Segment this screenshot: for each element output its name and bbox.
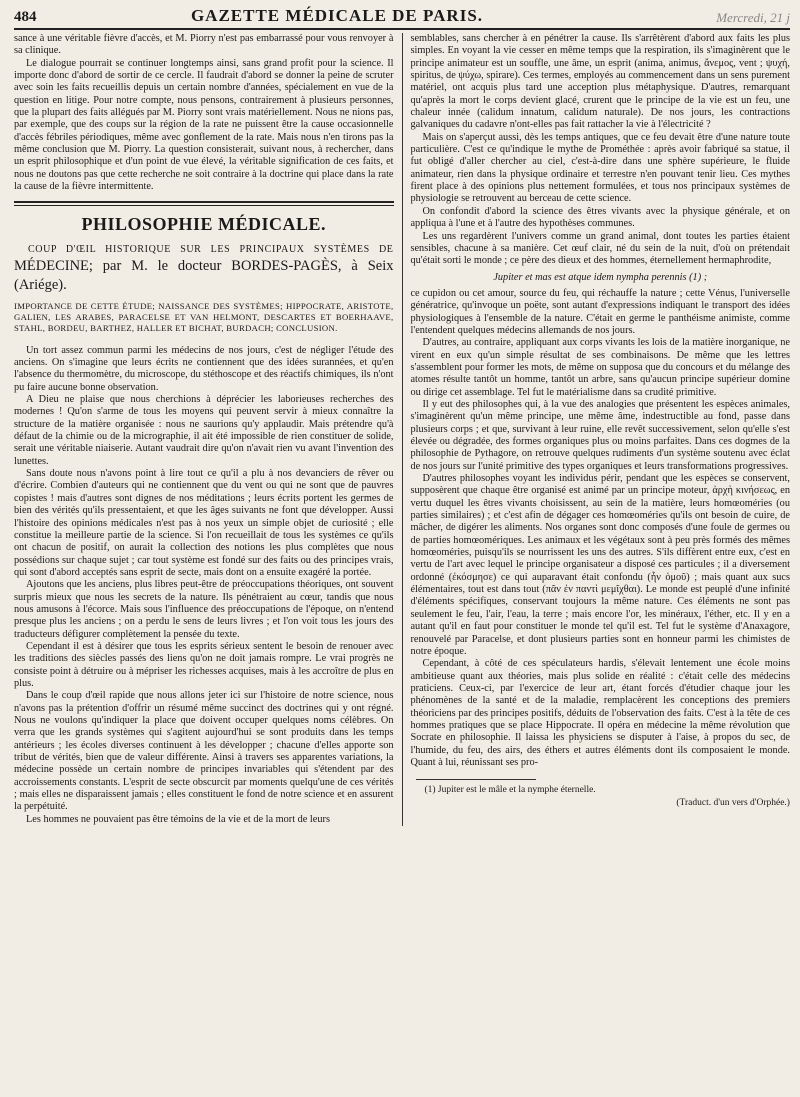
paragraph: D'autres philosophes voyant les individus périr, pendant que les espèces se conservent, supposèrent que chaque être organisé est animé par un principe moteur, ἀρχὴ κινήσεως, en vertu duquel les êtres vivants choisissent, au sein de la matière, leurs homœoméries (ou parties similaires) ; et c'est afin de dégager ces homœoméries qu'ils ont besoin de cuire, de mâcher, de digérer les aliments. Nos organes sont donc composés d'une foule de germes ou de parties homœomériques. Les animaux et les végétaux sont à peu près formés des mêmes homœoméries, puisqu'ils se nourrissent les uns des autres. S'ils diffèrent entre eux, c'est en vertu de l'art avec lequel le principe organisateur a disposé ces particules ; il a diversement ordonné (ἐκόσμησε) ce qui auparavant était confondu (ἦν ὁμοῦ) ; mais quant aux sucs élémentaires, tout est dans tout (πᾶν ἐν παντὶ μεμῖχθαι). Le monde est peuplé d'une infinité d'éléments spécifiques, conservant toujours la même nature. Ces éléments ne sont pas seulement le feu, l'air, l'eau, la terre ; mais encore l'or, les minéraux, l'éther, etc. Il y en a autant qu'il en faut pour constituer le monde tel qu'il est. Tel fut le système d'Anaxagore, renouvelé par Paracelse, et dont plusieurs parties sont en honneur parmi les chimistes de notre époque. [410,473,790,657]
paragraph: Mais on s'aperçut aussi, dès les temps antiques, que ce feu devait être d'une nature toute particulière. C'est ce qu'indique le mythe de Prométhée : après avoir fabriqué sa statue, il fut obligé d'aller chercher au ciel, c'est-à-dire dans une sphère supérieure, le fluide animateur, rien dans la physique ordinaire et terrestre n'en pouvant tenir lieu. Ces mythes firent place à des opinions plus nettement formulées, et tous nos principaux systèmes de physiologie se retrouvent au berceau de cette science. [410,131,790,205]
left-column [14,33,394,826]
paragraph: On confondit d'abord la science des êtres vivants avec la physique générale, et on appliqua à l'une et à l'autre des hypothèses communes. [410,205,790,230]
page-number: 484 [14,9,37,25]
paragraph: Il y eut des philosophes qui, à la vue des analogies que présentent les espèces animales, s'imaginèrent qu'un même principe, une même âme, indestructible au fond, passe dans plusieurs corps ; et que, survivant à leur ruine, elle revêt successivement, selon qu'elle s'est élevée ou dégradée, des formes organiques plus ou moins parfaites. Dans ces dogmes de la philosophie de Pythagore, on retrouve quelques rudiments d'un système soutenu avec éclat de nos jours sur l'unité primitive des types organiques et leurs transformations progressives. [410,398,790,472]
paragraph: ce cupidon ou cet amour, source du feu, qui réchauffe la nature ; cette Vénus, l'universelle génératrice, qu'invoque un poëte, sont autant d'expressions indiquant le transport des idées physiologiques à l'ensemble de la nature. C'était en germe le panthéisme animiste, comme l'entendent quelques médecins allemands de nos jours. [410,287,790,336]
paragraph: Le dialogue pourrait se continuer longtemps ainsi, sans grand profit pour la science. Il importe donc d'abord de sortir de ce cercle. Il faudrait d'abord se donner la peine de scruter avec soin les faits recueillis depuis un certain nombre d'années, spécialement en vue de la question en litige. Pour notre compte, nous pensons, contrairement à plusieurs personnes, que la plupart des faits allégués par M. Piorry sont vrais matériellement. Nous ne nions pas, par exemple, que des coups sur la région de la rate ne puissent être la cause occasionnelle d'accès fébriles périodiques, même avec gonflement de la rate. Mais nous n'en tirons pas la même conclusion que M. Piorry. La question consisterait, suivant nous, à rechercher, dans un esprit philosophique et d'un point de vue élevé, la véritable signification de ces faits, et nous ne doutons pas que cette recherche ne soit contraire à la doctrine qui place dans la rate la cause de la fièvre intermittente. [14,57,394,193]
paragraph: Ajoutons que les anciens, plus libres peut-être de préoccupations théoriques, ont souvent surpris mieux que nous les secrets de la nature. Ils pénétraient au cœur, tandis que nous nous amusons à l'écorce. Mais sous l'influence des préoccupations de l'époque, on n'entend presque plus les anciens ; on a perdu le sens de leurs livres ; et l'on voit tous les jours des traducteurs défigurer complètement la pensée du texte. [14,579,394,640]
column-rule [402,33,403,826]
article-title [14,241,394,294]
paragraph: Sans doute nous n'avons point à lire tout ce qu'il a plu à nos devanciers de rêver ou d'écrire. Combien d'auteurs qui ne contiennent que du vent ou qui ne sont que de pauvres copistes ! mais d'autres sont dignes de nos méditations ; leurs écrits portent les germes de bien des vérités qu'ils pressentaient, et que les âges suivants ne font que développer. Aussi l'histoire des opinions médicales n'est pas à nos yeux un simple objet de curiosité ; elle constitue la meilleure partie de la science. Si l'on recueillait de tous les systèmes ce qu'ils ont chacun de positif, on aurait la collection des notions les plus complètes que nous possédions sur chaque sujet ; car tout système est fondé sur des faits ou des principes vrais, qui sont d'abord acceptés sans esprit de secte, mais dont on a ensuite exagéré la portée. [14,468,394,578]
paragraph: A Dieu ne plaise que nous cherchions à déprécier les laborieuses recherches des modernes ! Qu'on s'arme de tous les moyens qui peuvent servir à mieux connaître la structure de la matière organisée : nous ne saurions qu'y applaudir. Mais prétendre qu'à défaut de la chimie ou de la micrographie, il ait été impossible de rien constituer de solide, serait une véritable niaiserie. Autant vaudrait dire qu'on n'avait rien vu avant l'invention des lunettes. [14,394,394,467]
paragraph: D'autres, au contraire, appliquant aux corps vivants les lois de la matière inorganique, ne virent en eux qu'un simple résultat de ses combinaisons. De même que les lettres s'assemblent pour former les mots, de même on supposa que du concours et du mélange des atomes résulte tantôt un homme, tantôt un arbre, sans qu'aucun principe supérieur domine ou dirige cet assemblage. Tel fut le matérialisme dans sa crudité primitive. [410,337,790,398]
paragraph: sance à une véritable fièvre d'accès, et M. Piorry n'est pas embarrassé pour vous renvoyer à sa clinique. [14,33,394,57]
paragraph: Cependant, à côté de ces spéculateurs hardis, s'élevait lentement une école moins ambitieuse quant aux théories, mais plus solide en réalité : c'était celle des médecins praticiens. Ceux-ci, par l'exercice de leur art, étant forcés d'étudier chaque jour les phénomènes de la santé et de la maladie, remplacèrent les conceptions des premiers théoriciens par des principes positifs, déduits de l'observation des faits. C'est à la tête de ces hommes pratiques que se place Hippocrate. Il opéra en médecine la même révolution que Socrate en philosophie. Il laissa les physiciens se disputer à l'aise, à propos du sec, de l'humide, du feu, des airs, des éthers et autres éléments dont ils composaient le monde. Quant à lui, réunissant ses pro- [410,658,790,768]
right-column [410,33,790,826]
footnote-source: (Traduct. d'un vers d'Orphée.) [676,797,790,808]
paragraph: Les hommes ne pouvaient pas être témoins de la vie et de la mort de leurs [26,813,330,825]
paragraph: Dans le coup d'œil rapide que nous allons jeter ici sur l'histoire de notre science, nous n'avons pas la prétention d'offrir un résumé même succinct des doctrines qui y ont régné. Nous ne voulons qu'indiquer la place que doivent occuper quelques noms célèbres. On verra que les grands systèmes qui s'agitent aujourd'hui se sont produits dans les temps antérieurs ; les écoles diverses continuent à les développer ; chacune d'elles apporte son tribut de vérités, bien que de valeur différente. Ainsi à travers ses apparentes variations, la médecine possède un certain nombre de principes invariables qui s'étendent par des accroissements constants. L'esprit de secte obscurcit par moments quelqu'une de ces vérités ; mais elles ne disparaissent jamais ; elles constituent le fond de notre science et en assurent la perpétuité. [14,690,394,813]
article-title-author: MÉDECINE; par M. le docteur BORDES-PAGÈS, à Seix (Ariége). [14,258,394,293]
paragraph: Les uns regardèrent l'univers comme un grand animal, dont toutes les parties étaient sensibles, chacune à sa manière. Cet œuf clair, né du sein de la nuit, d'où on prétendait qu'était sorti le monde ; ce père des dieux et des hommes, éternellement hermaphrodite, [410,230,790,267]
footnote-rule [416,779,536,780]
footnote: (1) Jupiter est le mâle et la nymphe éternelle. [424,785,596,796]
running-header [14,0,790,30]
paragraph: semblables, sans chercher à en pénétrer la cause. Ils s'arrêtèrent d'abord aux faits les plus simples. En voyant la vie cesser en même temps que la respiration, ils s'imaginèrent que le principe animateur est un souffle, une âme, un esprit (anima, animus, ἄνεμος, vent ; ψυχή, spiritus, de ψύχω, spirare). Ces termes, employés au commencement dans un sens purement matériel, ont acquis plus tard une acception plus métaphysique. D'autres, remarquant qu'après la mort le corps devient glacé, crurent que le principe de la vie est un feu, une chaleur innée (calidum innatum, calidum naturale). De nos jours, les contractions galvaniques du cadavre n'ont-elles pas fait rattacher la vie à l'électricité ? [410,33,790,131]
section-separator [14,201,394,206]
article-summary: IMPORTANCE DE CETTE ÉTUDE; NAISSANCE DES SYSTÈMES; HIPPOCRATE, ARISTOTE, GALIEN, LES ARABES, PARACELSE ET VAN HELMONT, DESCARTES ET BOERHAAVE, STAHL, BORDEU, BARTHEZ, HALLER ET BICHAT, BURDACH; CONCLUSION. [14,300,394,334]
journal-title: GAZETTE MÉDICALE DE PARIS. [190,6,484,25]
verse-quote: Jupiter et mas est atque idem nympha perennis (1) ; [493,271,708,283]
section-title: PHILOSOPHIE MÉDICALE. [81,214,327,235]
paragraph: Cependant il est à désirer que tous les esprits sérieux sentent le besoin de renouer avec les traditions des siècles passés des liens qu'on ne doit jamais rompre. Le vrai progrès ne consiste point à détruire ou à mépriser les richesses acquises, mais à les accroître de plus en plus. [14,640,394,689]
issue-date: Mercredi, 21 j [716,10,790,25]
paragraph: Un tort assez commun parmi les médecins de nos jours, c'est de négliger l'étude des anciens. On s'imagine que leurs écrits ne contiennent que des idées surannées, et qu'en l'absence du thermomètre, du microscope, du stéthoscope et des réactifs chimiques, ils n'ont pu faire aucune bonne observation. [14,344,394,393]
article-title-line: COUP D'ŒIL HISTORIQUE SUR LES PRINCIPAUX SYSTÈMES DE [28,244,394,256]
